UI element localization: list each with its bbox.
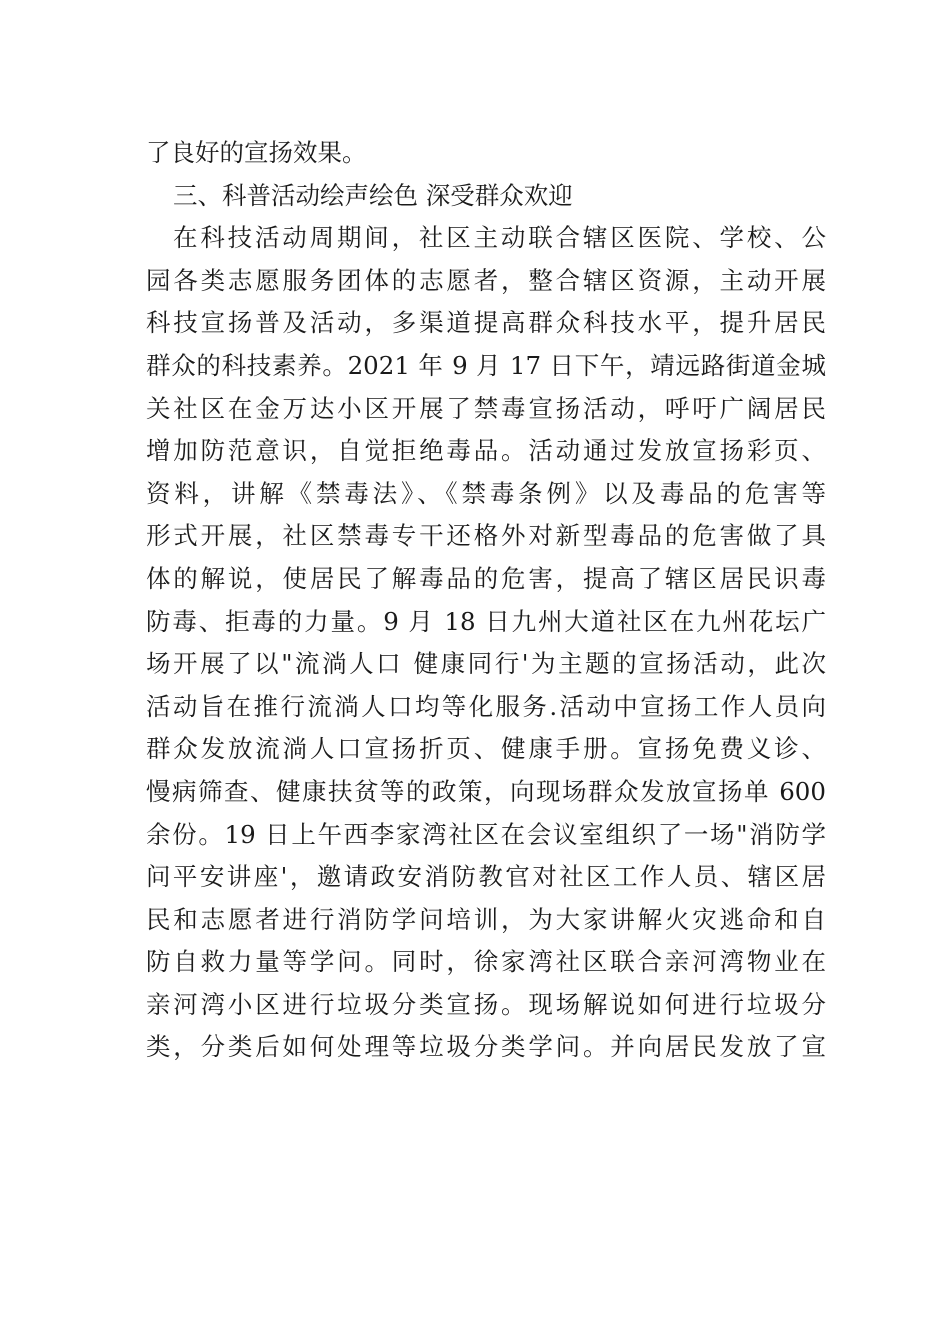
text-line: 在科技活动周期间，社区主动联合辖区医院、学校、公 <box>173 223 826 253</box>
text-line: 了良好的宣扬效果。 <box>146 138 367 167</box>
text-line: 园各类志愿服务团体的志愿者，整合辖区资源，主动开展 <box>146 265 826 295</box>
text-line: 余份。19 日上午西李家湾社区在会议室组织了一场"消防学 <box>146 819 826 849</box>
body-text <box>146 132 826 1069</box>
section-heading: 三、科普活动绘声绘色 深受群众欢迎 <box>173 180 573 210</box>
text-line: 活动旨在推行流淌人口均等化服务.活动中宣扬工作人员向 <box>146 691 826 721</box>
text-line: 增加防范意识，自觉拒绝毒品。活动通过发放宣扬彩页、 <box>146 436 826 466</box>
text-line: 防自救力量等学问。同时，徐家湾社区联合亲河湾物业在 <box>146 947 826 977</box>
text-line: 科技宣扬普及活动，多渠道提高群众科技水平，提升居民 <box>146 308 826 338</box>
text-line: 体的解说，使居民了解毒品的危害，提高了辖区居民识毒 <box>146 563 826 593</box>
text-line: 资料，讲解《禁毒法》、《禁毒条例》以及毒品的危害等 <box>146 478 826 508</box>
text-line: 问平安讲座'，邀请政安消防教官对社区工作人员、辖区居 <box>146 862 826 892</box>
text-line: 亲河湾小区进行垃圾分类宣扬。现场解说如何进行垃圾分 <box>146 989 826 1019</box>
text-line: 群众的科技素养。2021 年 9 月 17 日下午，靖远路街道金城 <box>146 350 826 380</box>
text-line: 群众发放流淌人口宣扬折页、健康手册。宣扬免费义诊、 <box>146 734 826 764</box>
text-line: 关社区在金万达小区开展了禁毒宣扬活动，呼吁广阔居民 <box>146 393 826 423</box>
text-line: 慢病筛查、健康扶贫等的政策，向现场群众发放宣扬单 600 <box>146 776 826 806</box>
text-line: 类，分类后如何处理等垃圾分类学问。并向居民发放了宣 <box>146 1032 826 1062</box>
text-line: 防毒、拒毒的力量。9 月 18 日九州大道社区在九州花坛广 <box>146 606 826 636</box>
text-line: 场开展了以"流淌人口 健康同行'为主题的宣扬活动，此次 <box>146 649 826 679</box>
text-line: 形式开展，社区禁毒专干还格外对新型毒品的危害做了具 <box>146 521 826 551</box>
text-line: 民和志愿者进行消防学问培训，为大家讲解火灾逃命和自 <box>146 904 826 934</box>
